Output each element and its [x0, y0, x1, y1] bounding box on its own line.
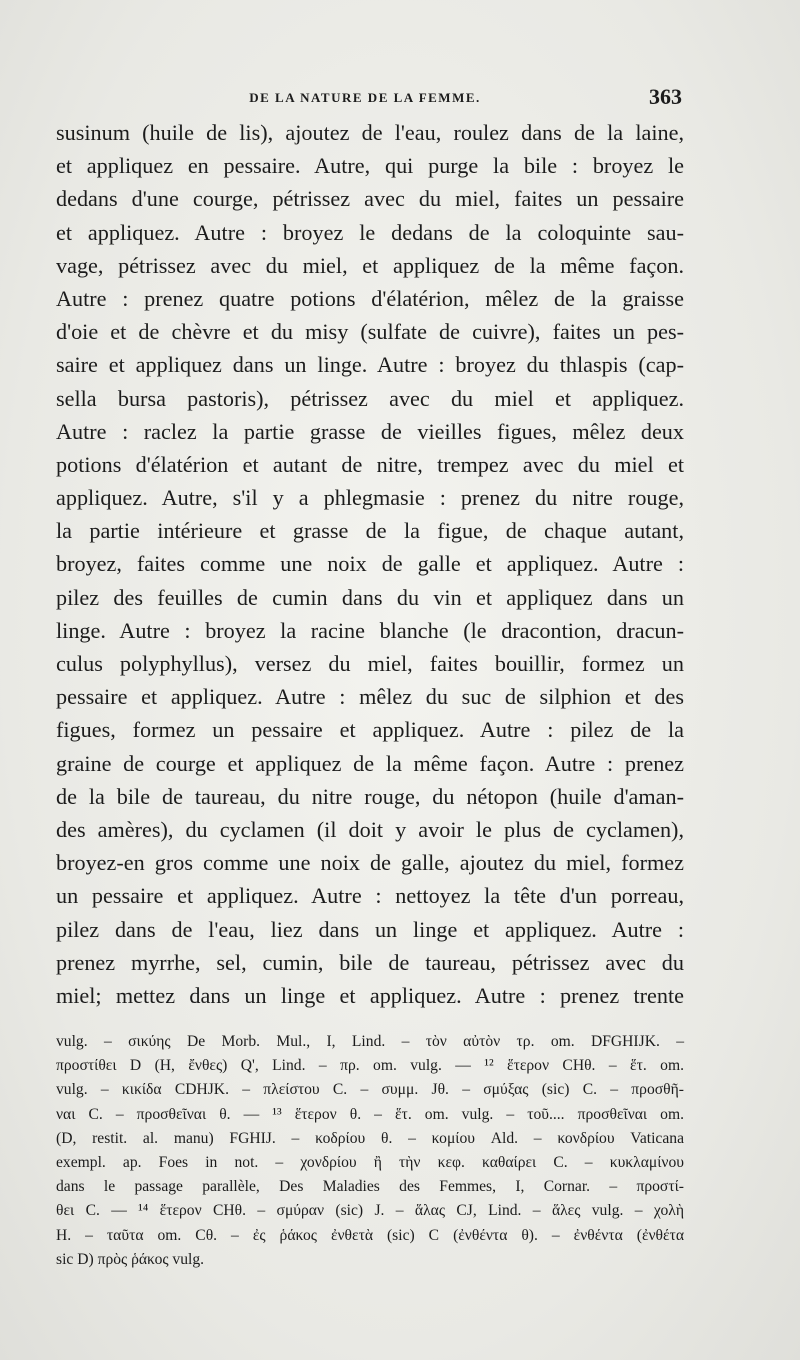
footnote-line: (D, restit. al. manu) FGHIJ. – κοδρίου θ. – κομίου Ald. – κονδρίου Vaticana [56, 1129, 684, 1147]
text-line: broyez, faites comme une noix de galle et appliquez. Autre : [56, 551, 684, 577]
text-line: broyez-en gros comme une noix de galle, ajoutez du miel, formez [56, 850, 684, 876]
text-line: dedans d'une courge, pétrissez avec du miel, faites un pessaire [56, 186, 684, 212]
text-line: potions d'élatérion et autant de nitre, trempez avec du miel et [56, 451, 684, 477]
footnotes [56, 1030, 684, 1272]
running-head: DE LA NATURE DE LA FEMME. [249, 90, 481, 105]
footnote-line: vulg. – κικίδα CDHJK. – πλείστου C. – συμμ. Jθ. – σμύξας (sic) C. – προσθῆ- [56, 1081, 684, 1099]
text-line: saire et appliquez dans un linge. Autre : broyez du thlaspis (cap- [56, 352, 684, 378]
footnote-line: dans le passage parallèle, Des Maladies des Femmes, I, Cornar. – προστί- [56, 1178, 684, 1196]
main-text [56, 116, 684, 1012]
text-line: linge. Autre : broyez la racine blanche (le dracontion, dracun- [56, 617, 684, 643]
page-number: 363 [649, 84, 682, 109]
text-line: la partie intérieure et grasse de la figue, de chaque autant, [56, 518, 684, 544]
text-line: et appliquez. Autre : broyez le dedans de la coloquinte sau- [56, 219, 684, 245]
text-line: culus polyphyllus), versez du miel, faites bouillir, formez un [56, 651, 684, 676]
text-line: un pessaire et appliquez. Autre : nettoyez la tête d'un porreau, [56, 883, 684, 909]
text-line: et appliquez en pessaire. Autre, qui purge la bile : broyez le [56, 153, 684, 179]
footnote-line: ναι C. – προσθεῖναι θ. — ¹³ ἕτερον θ. – ἕτ. om. vulg. – τοῦ.... προσθεῖναι om. [56, 1105, 684, 1123]
text-line: vage, pétrissez avec du miel, et appliquez de la même façon. [56, 252, 684, 278]
text-line: miel; mettez dans un linge et appliquez. Autre : prenez trente [56, 982, 684, 1008]
footnote-line: sic D) πρὸς ῥάκος vulg. [56, 1250, 205, 1268]
text-line: susinum (huile de lis), ajoutez de l'eau, roulez dans de la laine, [56, 120, 684, 145]
footnote-line: θει C. — ¹⁴ ἕτερον CHθ. – σμύραν (sic) J. – ἅλας CJ, Lind. – ἅλες vulg. – χολὴ [56, 1202, 684, 1220]
footnote-line: vulg. – σικύης De Morb. Mul., I, Lind. – τὸν αὐτὸν τρ. om. DFGHIJK. – [56, 1033, 684, 1050]
text-line: pessaire et appliquez. Autre : mêlez du suc de silphion et des [56, 684, 684, 710]
text-line: graine de courge et appliquez de la même façon. Autre : prenez [56, 750, 684, 776]
text-line: Autre : raclez la partie grasse de vieilles figues, mêlez deux [56, 418, 684, 444]
footnote-line: H. – ταῦτα om. Cθ. – ἐς ῥάκος ἐνθετὰ (sic) C (ἐνθέντα θ). – ἐνθέντα (ἐνθέτα [56, 1226, 684, 1244]
text-line: pilez des feuilles de cumin dans du vin et appliquez dans un [56, 584, 684, 610]
text-line: figues, formez un pessaire et appliquez. Autre : pilez de la [56, 717, 684, 743]
footnote-line: προστίθει D (H, ἔνθες) Q', Lind. – πρ. om. vulg. — ¹² ἕτερον CHθ. – ἕτ. om. [56, 1057, 684, 1075]
text-line: sella bursa pastoris), pétrissez avec du miel et appliquez. [56, 385, 684, 411]
text-line: Autre : prenez quatre potions d'élatérion, mêlez de la graisse [56, 285, 684, 311]
footnote-line: exempl. ap. Foes in not. – χονδρίου ἢ τὴν κεφ. καθαίρει C. – κυκλαμίνου [56, 1153, 684, 1171]
text-line: prenez myrrhe, sel, cumin, bile de taureau, pétrissez avec du [56, 949, 684, 975]
text-line: des amères), du cyclamen (il doit y avoir le plus de cyclamen), [56, 816, 684, 842]
text-line: appliquez. Autre, s'il y a phlegmasie : prenez du nitre rouge, [56, 485, 684, 511]
text-line: d'oie et de chèvre et du misy (sulfate de cuivre), faites un pes- [56, 319, 684, 345]
text-line: pilez dans de l'eau, liez dans un linge et appliquez. Autre : [56, 916, 684, 942]
page-header [0, 84, 800, 116]
text-line: de la bile de taureau, du nitre rouge, du nétopon (huile d'aman- [56, 783, 684, 809]
